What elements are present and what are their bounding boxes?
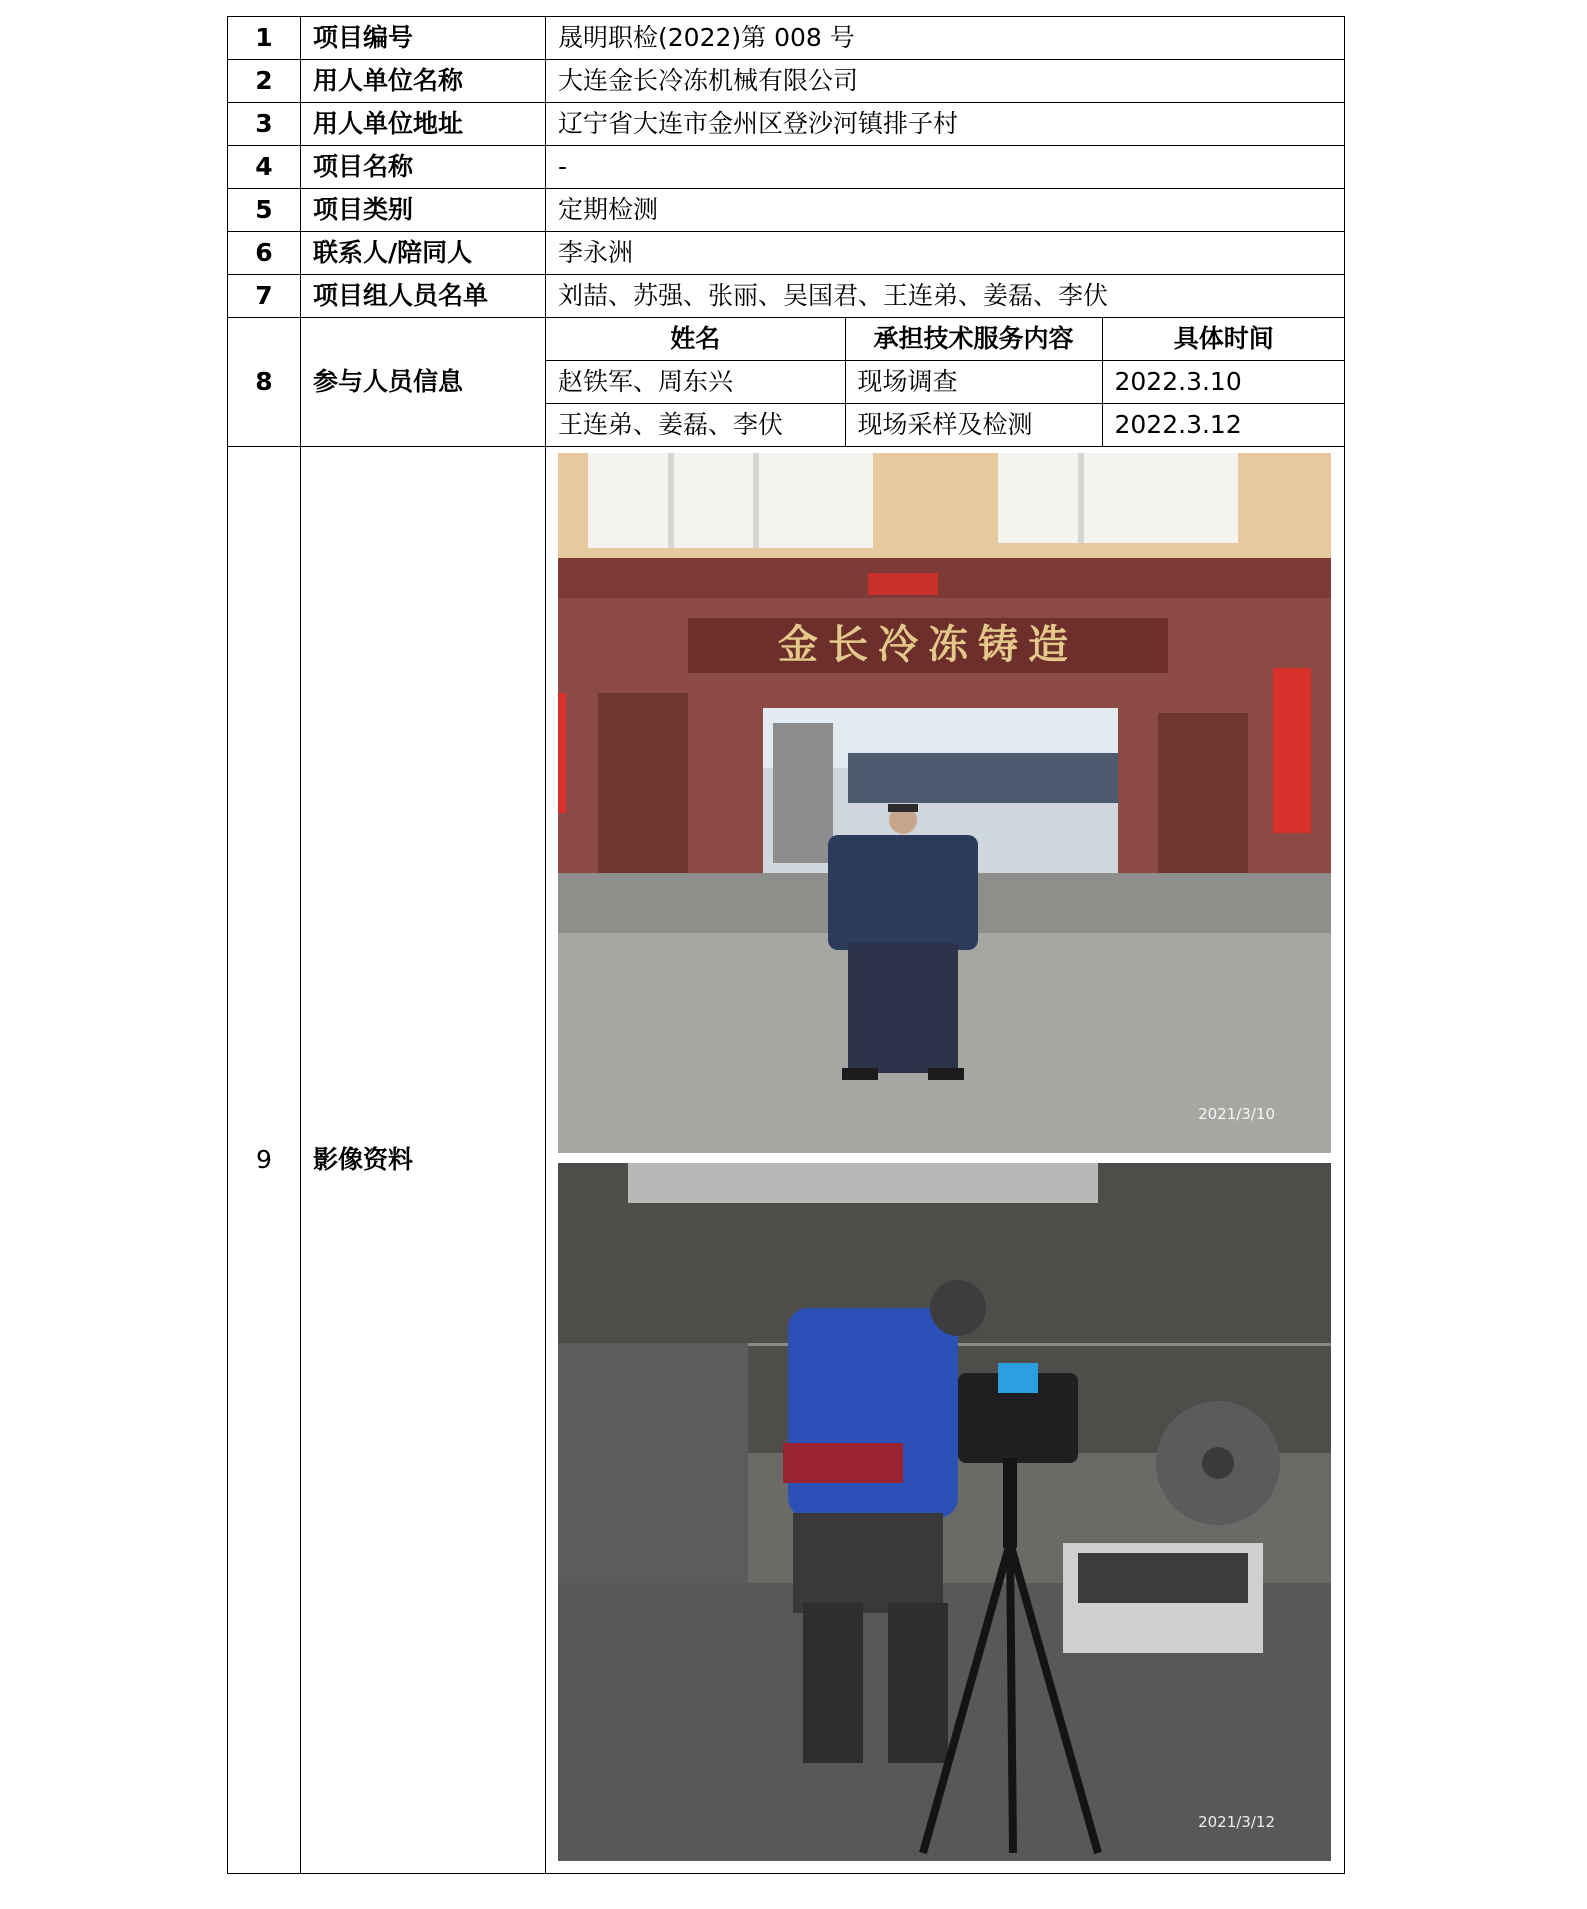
project-name-label: 项目名称 xyxy=(301,146,546,189)
project-name-value: - xyxy=(546,146,1345,189)
participant-date: 2022.3.10 xyxy=(1102,360,1345,403)
row-number: 2 xyxy=(228,60,301,103)
onsite-sampling-photo xyxy=(558,1163,1331,1861)
row-number: 5 xyxy=(228,189,301,232)
participants-subtable-cell xyxy=(546,318,1345,447)
row-number: 7 xyxy=(228,275,301,318)
employer-name-value: 大连金长冷冻机械有限公司 xyxy=(546,60,1345,103)
row-number: 4 xyxy=(228,146,301,189)
row-number: 3 xyxy=(228,103,301,146)
photo-timestamp: 2021/3/12 xyxy=(1198,1813,1275,1831)
participant-task: 现场调查 xyxy=(845,360,1102,403)
project-code-label: 项目编号 xyxy=(301,17,546,60)
row-number: 1 xyxy=(228,17,301,60)
participant-date: 2022.3.12 xyxy=(1102,404,1345,446)
table-row xyxy=(228,447,1345,1874)
contact-person-label: 联系人/陪同人 xyxy=(301,232,546,275)
task-column-header: 承担技术服务内容 xyxy=(845,318,1102,360)
row-number: 9 xyxy=(228,447,301,1874)
project-category-label: 项目类别 xyxy=(301,189,546,232)
employer-name-label: 用人单位名称 xyxy=(301,60,546,103)
images-cell xyxy=(546,447,1345,1874)
table-row xyxy=(228,318,1345,447)
table-row xyxy=(228,275,1345,318)
table-row xyxy=(228,189,1345,232)
employer-address-value: 辽宁省大连市金州区登沙河镇排子村 xyxy=(546,103,1345,146)
row-number: 8 xyxy=(228,318,301,447)
project-code-value: 晟明职检(2022)第 008 号 xyxy=(546,17,1345,60)
factory-sign: 金长冷冻铸造 xyxy=(778,621,1078,668)
participant-names: 赵铁军、周东兴 xyxy=(546,360,845,403)
employer-address-label: 用人单位地址 xyxy=(301,103,546,146)
project-info-table xyxy=(227,16,1345,1874)
participant-names: 王连弟、姜磊、李伏 xyxy=(546,404,845,446)
team-members-value: 刘喆、苏强、张丽、吴国君、王连弟、姜磊、李伏 xyxy=(546,275,1345,318)
table-row xyxy=(228,17,1345,60)
team-members-label: 项目组人员名单 xyxy=(301,275,546,318)
project-category-value: 定期检测 xyxy=(546,189,1345,232)
contact-person-value: 李永洲 xyxy=(546,232,1345,275)
table-row xyxy=(228,232,1345,275)
photo-timestamp: 2021/3/10 xyxy=(1198,1105,1275,1123)
factory-gate-photo xyxy=(558,453,1331,1153)
table-row xyxy=(228,60,1345,103)
participant-task: 现场采样及检测 xyxy=(845,404,1102,446)
images-label: 影像资料 xyxy=(301,447,546,1874)
table-row xyxy=(228,146,1345,189)
name-column-header: 姓名 xyxy=(546,318,845,360)
participants-subtable xyxy=(546,318,1345,446)
participants-label: 参与人员信息 xyxy=(301,318,546,447)
row-number: 6 xyxy=(228,232,301,275)
table-row xyxy=(228,103,1345,146)
date-column-header: 具体时间 xyxy=(1102,318,1345,360)
